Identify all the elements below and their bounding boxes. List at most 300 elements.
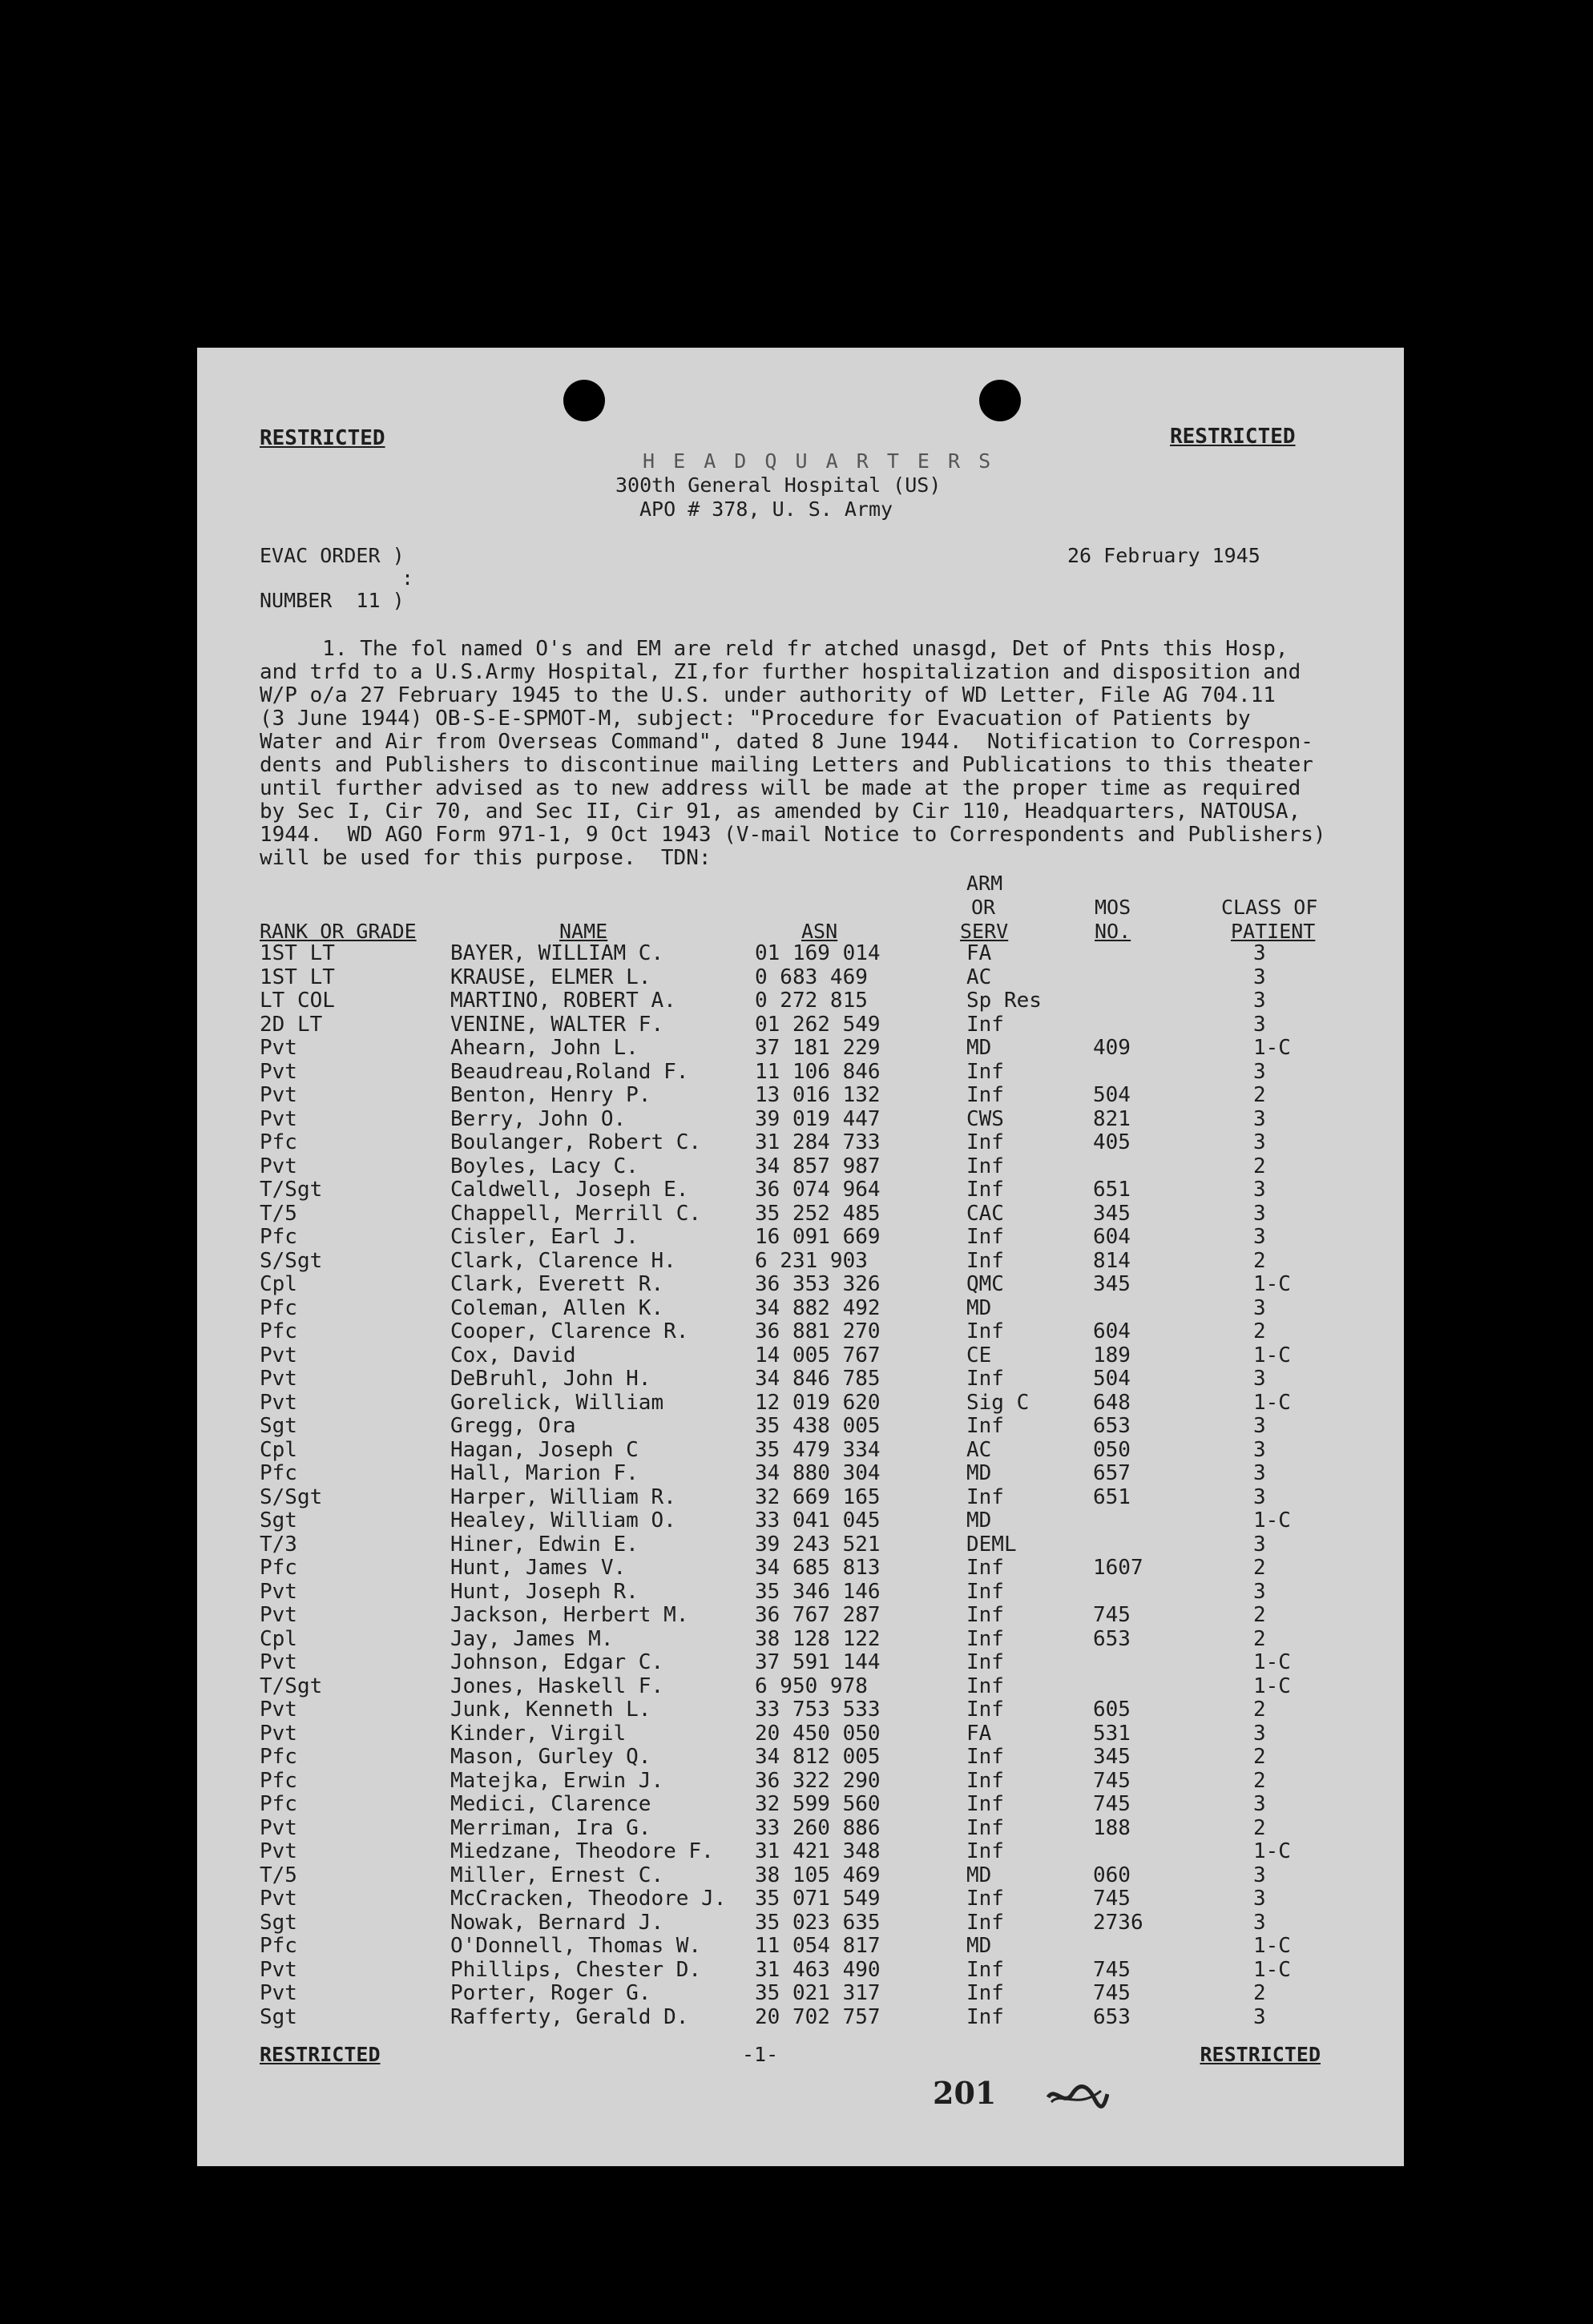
- file-stamp: 201: [933, 2075, 997, 2111]
- rank-cell: Pvt: [260, 1343, 297, 1367]
- rank-cell: 1ST LT: [260, 965, 335, 989]
- name-cell: Chappell, Merrill C.: [450, 1201, 702, 1226]
- name-cell: Ahearn, John L.: [450, 1036, 639, 1060]
- rank-cell: S/Sgt: [260, 1484, 323, 1509]
- asn-cell: 35 021 317: [755, 1981, 881, 2005]
- asn-cell: 38 105 469: [755, 1863, 881, 1887]
- mos-cell: 531: [1093, 1721, 1131, 1746]
- asn-cell: 34 685 813: [755, 1556, 881, 1580]
- arm-serv-cell: Inf: [966, 1674, 1004, 1698]
- arm-serv-cell: Inf: [966, 1484, 1004, 1509]
- arm-serv-cell: MD: [966, 1934, 992, 1958]
- mos-cell: 653: [1093, 1626, 1131, 1651]
- class-cell: 3: [1253, 1414, 1266, 1438]
- name-cell: MARTINO, ROBERT A.: [450, 989, 676, 1013]
- name-cell: Merriman, Ira G.: [450, 1815, 651, 1840]
- rank-cell: LT COL: [260, 989, 335, 1013]
- asn-cell: 31 421 348: [755, 1839, 881, 1863]
- col-class-header-2: PATIENT: [1231, 920, 1316, 943]
- arm-serv-cell: Inf: [966, 1083, 1004, 1107]
- class-cell: 3: [1253, 941, 1266, 965]
- arm-serv-cell: MD: [966, 1295, 992, 1320]
- arm-serv-cell: Inf: [966, 1650, 1004, 1674]
- asn-cell: 20 450 050: [755, 1721, 881, 1746]
- class-cell: 1-C: [1253, 1839, 1291, 1863]
- rank-cell: Pfc: [260, 1934, 297, 1958]
- rank-cell: Pfc: [260, 1319, 297, 1343]
- rank-cell: Cpl: [260, 1272, 297, 1296]
- class-cell: 1-C: [1253, 1674, 1291, 1698]
- asn-cell: 13 016 132: [755, 1083, 881, 1107]
- arm-serv-cell: Inf: [966, 1225, 1004, 1249]
- rank-cell: Pvt: [260, 1815, 297, 1840]
- table-row: [260, 1982, 1381, 2006]
- asn-cell: 37 181 229: [755, 1036, 881, 1060]
- arm-serv-cell: Sp Res: [966, 989, 1042, 1013]
- asn-cell: 35 438 005: [755, 1414, 881, 1438]
- class-cell: 3: [1253, 1437, 1266, 1462]
- classification-bottom-left: RESTRICTED: [260, 2043, 381, 2066]
- table-row: [260, 1675, 1381, 1699]
- rank-cell: Pvt: [260, 1650, 297, 1674]
- rank-cell: Pvt: [260, 1887, 297, 1911]
- rank-cell: Pvt: [260, 1367, 297, 1391]
- class-cell: 1-C: [1253, 1343, 1291, 1367]
- table-row: [260, 1273, 1381, 1297]
- document-page: [197, 348, 1404, 2166]
- class-cell: 3: [1253, 1178, 1266, 1202]
- arm-serv-cell: Inf: [966, 1367, 1004, 1391]
- arm-serv-cell: Inf: [966, 1319, 1004, 1343]
- mos-cell: 821: [1093, 1106, 1131, 1131]
- paragraph-line: dents and Publishers to discontinue mailing Letters and Publications to this theater: [260, 753, 1313, 777]
- name-cell: Jones, Haskell F.: [450, 1674, 664, 1698]
- arm-serv-cell: Inf: [966, 1957, 1004, 1982]
- class-cell: 3: [1253, 1579, 1266, 1604]
- rank-cell: Pvt: [260, 1698, 297, 1722]
- col-mos-header-2: NO.: [1095, 920, 1131, 943]
- arm-serv-cell: AC: [966, 1437, 992, 1462]
- mos-cell: 188: [1093, 1815, 1131, 1840]
- class-cell: 2: [1253, 1981, 1266, 2005]
- class-cell: 3: [1253, 1225, 1266, 1249]
- rank-cell: Pvt: [260, 1390, 297, 1415]
- name-cell: Mason, Gurley Q.: [450, 1745, 651, 1769]
- asn-cell: 31 284 733: [755, 1130, 881, 1154]
- table-row: [260, 989, 1381, 1013]
- table-row: [260, 1155, 1381, 1179]
- name-cell: Jay, James M.: [450, 1626, 614, 1651]
- table-row: [260, 1084, 1381, 1108]
- class-cell: 3: [1253, 1887, 1266, 1911]
- arm-serv-cell: Inf: [966, 1414, 1004, 1438]
- table-row: [260, 942, 1381, 966]
- table-row: [260, 1226, 1381, 1250]
- table-row: [260, 1344, 1381, 1368]
- rank-cell: T/Sgt: [260, 1674, 323, 1698]
- name-cell: Gorelick, William: [450, 1390, 664, 1415]
- arm-serv-cell: DEML: [966, 1532, 1017, 1557]
- rank-cell: Sgt: [260, 1414, 297, 1438]
- name-cell: Jackson, Herbert M.: [450, 1603, 689, 1627]
- letterhead-title: H E A D Q U A R T E R S: [643, 449, 994, 473]
- table-row: [260, 1840, 1381, 1864]
- name-cell: DeBruhl, John H.: [450, 1367, 651, 1391]
- class-cell: 3: [1253, 1721, 1266, 1746]
- asn-cell: 36 074 964: [755, 1178, 881, 1202]
- class-cell: 2: [1253, 1556, 1266, 1580]
- mos-cell: 745: [1093, 1792, 1131, 1816]
- rank-cell: Sgt: [260, 2004, 297, 2029]
- table-row: [260, 1392, 1381, 1416]
- mos-cell: 745: [1093, 1887, 1131, 1911]
- class-cell: 3: [1253, 1367, 1266, 1391]
- paragraph-line: 1944. WD AGO Form 971-1, 9 Oct 1943 (V-mail Notice to Correspondents and Publishers): [260, 823, 1326, 847]
- name-cell: Gregg, Ora: [450, 1414, 576, 1438]
- rank-cell: T/5: [260, 1201, 297, 1226]
- name-cell: Rafferty, Gerald D.: [450, 2004, 689, 2029]
- table-row: [260, 1037, 1381, 1061]
- arm-serv-cell: Inf: [966, 1839, 1004, 1863]
- classification-top-left: RESTRICTED: [260, 426, 385, 450]
- asn-cell: 35 071 549: [755, 1887, 881, 1911]
- asn-cell: 35 023 635: [755, 1910, 881, 1935]
- asn-cell: 01 262 549: [755, 1012, 881, 1037]
- name-cell: Miedzane, Theodore F.: [450, 1839, 714, 1863]
- table-row: [260, 1817, 1381, 1841]
- letterhead-unit: 300th General Hospital (US): [615, 473, 942, 497]
- arm-serv-cell: Inf: [966, 1698, 1004, 1722]
- name-cell: Cisler, Earl J.: [450, 1225, 639, 1249]
- table-row: [260, 966, 1381, 990]
- rank-cell: T/Sgt: [260, 1178, 323, 1202]
- name-cell: Johnson, Edgar C.: [450, 1650, 664, 1674]
- class-cell: 3: [1253, 1792, 1266, 1816]
- class-cell: 2: [1253, 1319, 1266, 1343]
- table-row: [260, 1462, 1381, 1486]
- asn-cell: 35 346 146: [755, 1579, 881, 1604]
- rank-cell: Pfc: [260, 1461, 297, 1485]
- scribble-mark: [1045, 2083, 1109, 2110]
- table-row: [260, 1651, 1381, 1675]
- arm-serv-cell: CWS: [966, 1106, 1004, 1131]
- asn-cell: 12 019 620: [755, 1390, 881, 1415]
- col-arm-header-1: ARM: [966, 872, 1003, 895]
- rank-cell: Pvt: [260, 1083, 297, 1107]
- table-row: [260, 1486, 1381, 1510]
- arm-serv-cell: MD: [966, 1508, 992, 1533]
- class-cell: 3: [1253, 1201, 1266, 1226]
- asn-cell: 36 322 290: [755, 1768, 881, 1793]
- rank-cell: Pfc: [260, 1130, 297, 1154]
- class-cell: 3: [1253, 965, 1266, 989]
- asn-cell: 35 252 485: [755, 1201, 881, 1226]
- arm-serv-cell: Inf: [966, 1579, 1004, 1604]
- table-row: [260, 2006, 1381, 2030]
- name-cell: BAYER, WILLIAM C.: [450, 941, 664, 965]
- asn-cell: 34 812 005: [755, 1745, 881, 1769]
- class-cell: 3: [1253, 1532, 1266, 1557]
- name-cell: Benton, Henry P.: [450, 1083, 651, 1107]
- asn-cell: 0 683 469: [755, 965, 868, 989]
- asn-cell: 33 753 533: [755, 1698, 881, 1722]
- arm-serv-cell: Inf: [966, 1012, 1004, 1037]
- name-cell: VENINE, WALTER F.: [450, 1012, 664, 1037]
- name-cell: Cooper, Clarence R.: [450, 1319, 689, 1343]
- table-row: [260, 1533, 1381, 1557]
- arm-serv-cell: Inf: [966, 1745, 1004, 1769]
- rank-cell: Cpl: [260, 1626, 297, 1651]
- name-cell: KRAUSE, ELMER L.: [450, 965, 651, 989]
- table-row: [260, 1250, 1381, 1274]
- rank-cell: Pfc: [260, 1556, 297, 1580]
- class-cell: 2: [1253, 1154, 1266, 1178]
- rank-cell: Pvt: [260, 1059, 297, 1084]
- arm-serv-cell: Inf: [966, 2004, 1004, 2029]
- arm-serv-cell: Inf: [966, 1130, 1004, 1154]
- arm-serv-cell: QMC: [966, 1272, 1004, 1296]
- class-cell: 1-C: [1253, 1272, 1291, 1296]
- page-number: -1-: [742, 2043, 779, 2066]
- name-cell: Caldwell, Joseph E.: [450, 1178, 689, 1202]
- class-cell: 2: [1253, 1083, 1266, 1107]
- table-row: [260, 1581, 1381, 1605]
- rank-cell: Pfc: [260, 1295, 297, 1320]
- table-row: [260, 1178, 1381, 1202]
- mos-cell: 605: [1093, 1698, 1131, 1722]
- class-cell: 2: [1253, 1626, 1266, 1651]
- rank-cell: Sgt: [260, 1508, 297, 1533]
- arm-serv-cell: Sig C: [966, 1390, 1030, 1415]
- class-cell: 3: [1253, 1295, 1266, 1320]
- name-cell: Hall, Marion F.: [450, 1461, 639, 1485]
- mos-cell: 050: [1093, 1437, 1131, 1462]
- class-cell: 3: [1253, 1863, 1266, 1887]
- mos-cell: 345: [1093, 1745, 1131, 1769]
- mos-cell: 745: [1093, 1981, 1131, 2005]
- paragraph-line: 1. The fol named O's and EM are reld fr atched unasgd, Det of Pnts this Hosp,: [260, 637, 1289, 661]
- mos-cell: 745: [1093, 1603, 1131, 1627]
- class-cell: 1-C: [1253, 1650, 1291, 1674]
- rank-cell: Pvt: [260, 1603, 297, 1627]
- name-cell: Hunt, James V.: [450, 1556, 627, 1580]
- asn-cell: 32 599 560: [755, 1792, 881, 1816]
- mos-cell: 648: [1093, 1390, 1131, 1415]
- mos-cell: 653: [1093, 1414, 1131, 1438]
- name-cell: Coleman, Allen K.: [450, 1295, 664, 1320]
- asn-cell: 6 231 903: [755, 1248, 868, 1273]
- asn-cell: 35 479 334: [755, 1437, 881, 1462]
- rank-cell: T/5: [260, 1863, 297, 1887]
- asn-cell: 14 005 767: [755, 1343, 881, 1367]
- class-cell: 2: [1253, 1768, 1266, 1793]
- name-cell: Berry, John O.: [450, 1106, 627, 1131]
- arm-serv-cell: MD: [966, 1036, 992, 1060]
- class-cell: 3: [1253, 1059, 1266, 1084]
- mos-cell: 060: [1093, 1863, 1131, 1887]
- table-row: [260, 1911, 1381, 1935]
- roster-table: [260, 942, 1381, 2029]
- arm-serv-cell: CAC: [966, 1201, 1004, 1226]
- mos-cell: 345: [1093, 1272, 1131, 1296]
- rank-cell: Pvt: [260, 1957, 297, 1982]
- paragraph-line: by Sec I, Cir 70, and Sec II, Cir 91, as amended by Cir 110, Headquarters, NATOUSA,: [260, 800, 1301, 824]
- arm-serv-cell: AC: [966, 965, 992, 989]
- col-mos-header-1: MOS: [1095, 896, 1131, 919]
- arm-serv-cell: Inf: [966, 1887, 1004, 1911]
- mos-cell: 405: [1093, 1130, 1131, 1154]
- mos-cell: 745: [1093, 1768, 1131, 1793]
- arm-serv-cell: Inf: [966, 1981, 1004, 2005]
- asn-cell: 33 041 045: [755, 1508, 881, 1533]
- rank-cell: Pfc: [260, 1768, 297, 1793]
- arm-serv-cell: FA: [966, 1721, 992, 1746]
- mos-cell: 657: [1093, 1461, 1131, 1485]
- table-row: [260, 1770, 1381, 1794]
- order-colon: :: [401, 566, 414, 590]
- name-cell: Medici, Clarence: [450, 1792, 651, 1816]
- arm-serv-cell: Inf: [966, 1603, 1004, 1627]
- table-row: [260, 1604, 1381, 1628]
- name-cell: Phillips, Chester D.: [450, 1957, 702, 1982]
- table-row: [260, 1959, 1381, 1983]
- table-row: [260, 1108, 1381, 1132]
- paragraph-line: until further advised as to new address will be made at the proper time as required: [260, 776, 1301, 800]
- class-cell: 3: [1253, 1106, 1266, 1131]
- rank-cell: 1ST LT: [260, 941, 335, 965]
- rank-cell: Pfc: [260, 1745, 297, 1769]
- paragraph-line: will be used for this purpose. TDN:: [260, 846, 712, 870]
- name-cell: Beaudreau,Roland F.: [450, 1059, 689, 1084]
- table-row: [260, 1439, 1381, 1463]
- rank-cell: Pvt: [260, 1839, 297, 1863]
- name-cell: Junk, Kenneth L.: [450, 1698, 651, 1722]
- mos-cell: 604: [1093, 1319, 1131, 1343]
- arm-serv-cell: MD: [966, 1863, 992, 1887]
- table-row: [260, 1297, 1381, 1321]
- class-cell: 1-C: [1253, 1036, 1291, 1060]
- asn-cell: 37 591 144: [755, 1650, 881, 1674]
- mos-cell: 504: [1093, 1367, 1131, 1391]
- asn-cell: 33 260 886: [755, 1815, 881, 1840]
- name-cell: Porter, Roger G.: [450, 1981, 651, 2005]
- letterhead-apo: APO # 378, U. S. Army: [639, 497, 893, 521]
- asn-cell: 32 669 165: [755, 1484, 881, 1509]
- table-row: [260, 1887, 1381, 1911]
- asn-cell: 16 091 669: [755, 1225, 881, 1249]
- col-rank-header: RANK OR GRADE: [260, 920, 417, 943]
- table-row: [260, 1061, 1381, 1085]
- class-cell: 2: [1253, 1248, 1266, 1273]
- class-cell: 3: [1253, 1484, 1266, 1509]
- table-row: [260, 1935, 1381, 1959]
- class-cell: 2: [1253, 1745, 1266, 1769]
- mos-cell: 651: [1093, 1178, 1131, 1202]
- mos-cell: 653: [1093, 2004, 1131, 2029]
- arm-serv-cell: Inf: [966, 1178, 1004, 1202]
- class-cell: 1-C: [1253, 1934, 1291, 1958]
- name-cell: Hiner, Edwin E.: [450, 1532, 639, 1557]
- name-cell: Nowak, Bernard J.: [450, 1910, 664, 1935]
- rank-cell: Pvt: [260, 1579, 297, 1604]
- asn-cell: 36 881 270: [755, 1319, 881, 1343]
- table-row: [260, 1746, 1381, 1770]
- rank-cell: Pfc: [260, 1225, 297, 1249]
- table-row: [260, 1013, 1381, 1037]
- table-row: [260, 1698, 1381, 1722]
- asn-cell: 34 846 785: [755, 1367, 881, 1391]
- col-arm-header-3: SERV: [960, 920, 1009, 943]
- arm-serv-cell: Inf: [966, 1768, 1004, 1793]
- asn-cell: 11 106 846: [755, 1059, 881, 1084]
- rank-cell: S/Sgt: [260, 1248, 323, 1273]
- order-type: EVAC ORDER ): [260, 544, 405, 567]
- mos-cell: 409: [1093, 1036, 1131, 1060]
- class-cell: 3: [1253, 989, 1266, 1013]
- asn-cell: 36 353 326: [755, 1272, 881, 1296]
- arm-serv-cell: Inf: [966, 1815, 1004, 1840]
- paragraph-line: and trfd to a U.S.Army Hospital, ZI,for further hospitalization and disposition and: [260, 660, 1301, 684]
- arm-serv-cell: Inf: [966, 1792, 1004, 1816]
- name-cell: Hunt, Joseph R.: [450, 1579, 639, 1604]
- mos-cell: 345: [1093, 1201, 1131, 1226]
- punch-hole: [979, 380, 1021, 421]
- paragraph-line: W/P o/a 27 February 1945 to the U.S. under authority of WD Letter, File AG 704.11: [260, 683, 1276, 707]
- arm-serv-cell: Inf: [966, 1556, 1004, 1580]
- name-cell: McCracken, Theodore J.: [450, 1887, 727, 1911]
- name-cell: Boyles, Lacy C.: [450, 1154, 639, 1178]
- mos-cell: 651: [1093, 1484, 1131, 1509]
- class-cell: 3: [1253, 1910, 1266, 1935]
- order-paragraph: [260, 638, 1373, 870]
- asn-cell: 6 950 978: [755, 1674, 868, 1698]
- table-row: [260, 1320, 1381, 1344]
- col-class-header-1: CLASS OF: [1221, 896, 1318, 919]
- rank-cell: 2D LT: [260, 1012, 323, 1037]
- rank-cell: T/3: [260, 1532, 297, 1557]
- mos-cell: 504: [1093, 1083, 1131, 1107]
- name-cell: Harper, William R.: [450, 1484, 676, 1509]
- class-cell: 3: [1253, 1130, 1266, 1154]
- asn-cell: 36 767 287: [755, 1603, 881, 1627]
- paragraph-line: Water and Air from Overseas Command", dated 8 June 1944. Notification to Correspon-: [260, 730, 1313, 754]
- class-cell: 1-C: [1253, 1390, 1291, 1415]
- table-row: [260, 1509, 1381, 1533]
- name-cell: Clark, Clarence H.: [450, 1248, 676, 1273]
- asn-cell: 0 272 815: [755, 989, 868, 1013]
- col-asn-header: ASN: [801, 920, 838, 943]
- order-date: 26 February 1945: [1067, 544, 1260, 567]
- punch-hole: [563, 380, 605, 421]
- asn-cell: 38 128 122: [755, 1626, 881, 1651]
- table-row: [260, 1202, 1381, 1226]
- class-cell: 2: [1253, 1815, 1266, 1840]
- name-cell: O'Donnell, Thomas W.: [450, 1934, 702, 1958]
- classification-top-right: RESTRICTED: [1170, 425, 1296, 449]
- asn-cell: 01 169 014: [755, 941, 881, 965]
- rank-cell: Cpl: [260, 1437, 297, 1462]
- name-cell: Clark, Everett R.: [450, 1272, 664, 1296]
- mos-cell: 604: [1093, 1225, 1131, 1249]
- class-cell: 3: [1253, 1461, 1266, 1485]
- rank-cell: Pvt: [260, 1036, 297, 1060]
- rank-cell: Pvt: [260, 1154, 297, 1178]
- class-cell: 3: [1253, 1012, 1266, 1037]
- order-number: NUMBER 11 ): [260, 589, 405, 612]
- table-row: [260, 1367, 1381, 1392]
- paragraph-line: (3 June 1944) OB-S-E-SPMOT-M, subject: "Procedure for Evacuation of Patients by: [260, 707, 1251, 731]
- name-cell: Boulanger, Robert C.: [450, 1130, 702, 1154]
